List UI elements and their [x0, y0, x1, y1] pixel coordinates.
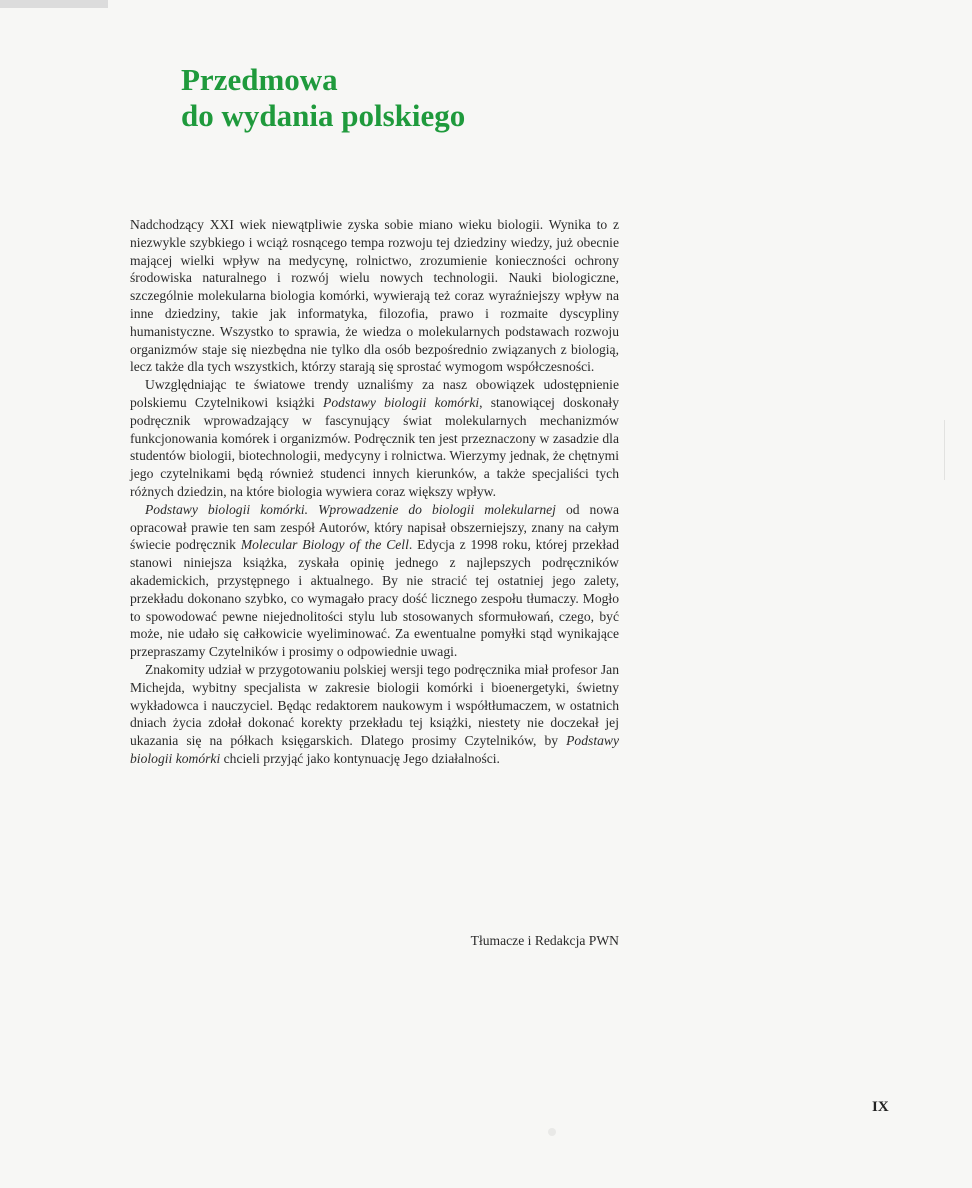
paragraph-2: [130, 376, 619, 501]
preface-body: [130, 216, 619, 768]
signature: Tłumacze i Redakcja PWN: [470, 933, 619, 948]
paragraph-2-text-a: Uwzględniając te światowe trendy uznaliśmy za nasz obowiązek udostępnienie polskiemu Czytelnikowi książki: [130, 377, 619, 410]
original-title-italic: Molecular Biology of the Cell: [240, 537, 409, 553]
title-line-2: do wydania polskiego: [181, 98, 466, 133]
paragraph-1: Nadchodzący XXI wiek niewątpliwie zyska sobie miano wieku biologii. Wynika to z niezwykle szybkiego i wciąż rosnącego tempa rozwoju tej dziedziny wiedzy, już obecnie mającej wielki wpływ na medycynę, rolnictwo, zrozumienie konieczności ochrony środowiska naturalnego i rozwój wielu nowych technologii. Nauki biologiczne, szczególnie molekularna biologia komórki, wywierają też coraz wyraźniejszy wpływ na inne dziedziny, takie jak informatyka, filozofia, prawo i rozmaite dyscypliny humanistyczne. Wszystko to sprawia, że wiedza o molekularnych podstawach rozwoju organizmów staje się niezbędna nie tylko dla osób bezpośrednio związanych z biologią, lecz także dla tych wszystkich, którzy starają się sprostać wymogom współczesności.: [130, 217, 619, 375]
paragraph-2-text-b: , stanowiącej doskonały podręcznik wprowadzający w fascynujący świat molekularnych mechanizmów funkcjonowania komórek i organizmów. Podręcznik ten jest przeznaczony w zasadzie dla studentów biologii, biotechnologii, medycyny i rolnictwa. Wierzymy jednak, że chętnymi jego czytelnikami będą również studenci innych kierunków, a także specjaliści tych różnych dziedzin, na które biologia wywiera coraz większy wpływ.: [130, 394, 619, 499]
paragraph-3-text-a: od nowa opracował prawie ten sam zespół Autorów, który napisał obszerniejszy, znany na całym świecie podręcznik: [130, 501, 619, 553]
book-title-italic-2: Podstawy biologii komórki: [130, 733, 619, 766]
page-number: IX: [872, 1099, 889, 1115]
scan-edge-mark: [944, 420, 945, 480]
paragraph-3-text-b: . Edycja z 1998 roku, której przekład stanowi niniejsza książka, zyskała opinię jednego z najlepszych podręczników akademickich, przystępnego i aktualnego. By nie stracić tej ostatniej jego zalety, przekładu dokonano szybko, co wymagało pracy dość licznego zespołu tłumaczy. Mogło to spowodować pewne niejednolitości stylu lub stosowanych sformułowań, czego, być może, nie udało się całkowicie wyeliminować. Za ewentualne pomyłki stąd wynikające przepraszamy Czytelników i prosimy o odpowiednie uwagi.: [130, 537, 619, 660]
scan-speck: [548, 1128, 556, 1136]
book-full-title-italic: Podstawy biologii komórki. Wprowadzenie do biologii molekularnej: [145, 501, 556, 517]
paragraph-4-text-a: Znakomity udział w przygotowaniu polskiej wersji tego podręcznika miał profesor Jan Michejda, wybitny specjalista w zakresie biologii komórki i bioenergetyki, świetny wykładowca i nauczyciel. Będąc redaktorem naukowym i współtłumaczem, w ostatnich dniach życia zdołał dokonać korekty przekładu tej książki, niestety nie doczekał jej ukazania się na półkach księgarskich. Dlatego prosimy Czytelników, by: [130, 661, 619, 749]
title-line-1: Przedmowa: [181, 62, 338, 97]
book-title-italic: Podstawy biologii komórki: [323, 394, 480, 410]
scan-edge-shadow: [0, 0, 108, 8]
page-title: [181, 62, 465, 134]
paragraph-3: [130, 501, 619, 661]
paragraph-4-text-b: chcieli przyjąć jako kontynuację Jego działalności.: [220, 750, 500, 766]
paragraph-4: [130, 661, 619, 768]
